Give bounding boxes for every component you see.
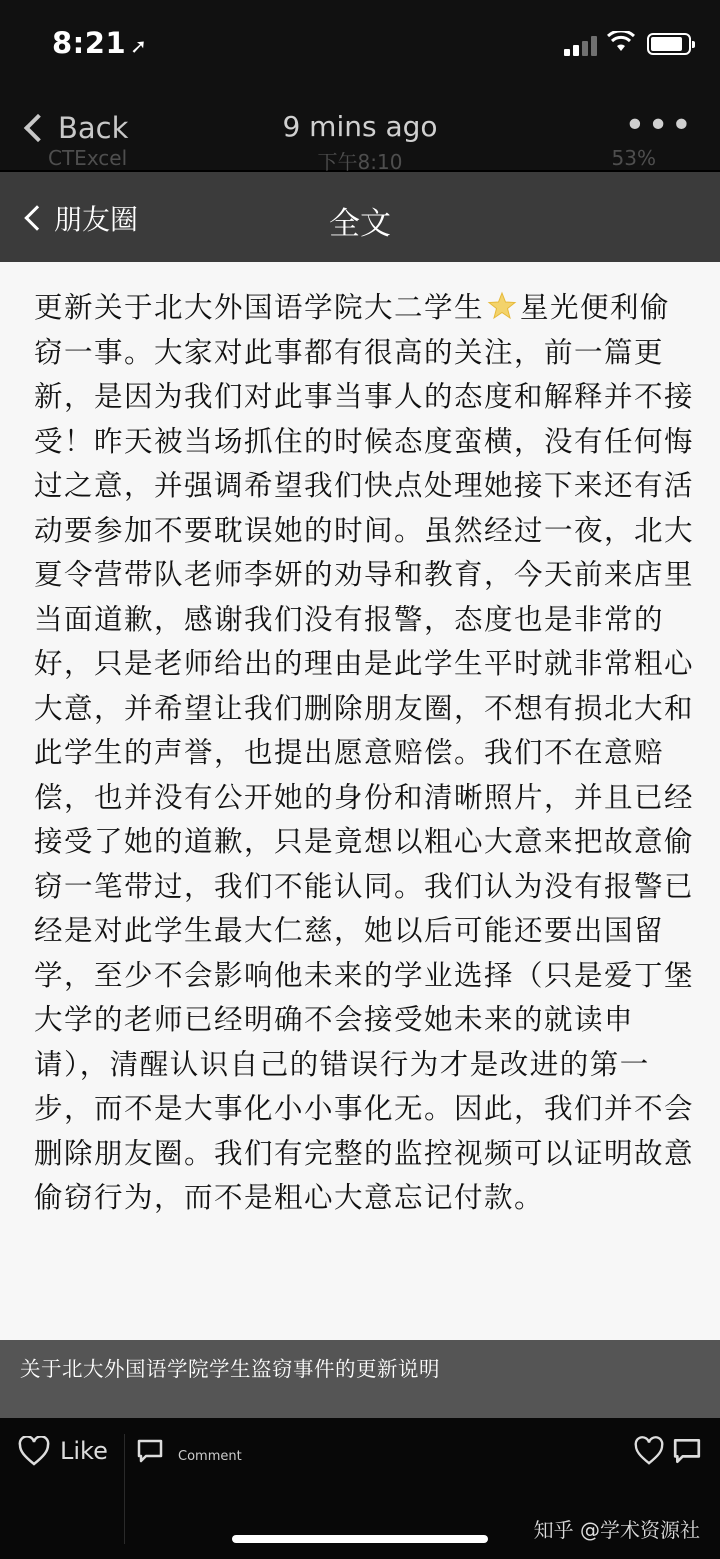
back-label: Back bbox=[58, 111, 129, 145]
comment-icon[interactable] bbox=[672, 1436, 702, 1466]
toolbar-right-icons bbox=[634, 1436, 702, 1466]
caption-text: 关于北大外国语学院学生盗窃事件的更新说明 bbox=[20, 1357, 440, 1381]
watermark: 知乎 @学术资源社 bbox=[533, 1518, 700, 1542]
heart-icon bbox=[18, 1436, 50, 1466]
inner-title: 全文 bbox=[329, 206, 391, 242]
article-body bbox=[0, 262, 720, 1340]
inner-time: 下午8:10 bbox=[317, 150, 403, 172]
status-time-text: 8:21 bbox=[52, 26, 127, 60]
article-text-rest: 星光便利偷窃一事。大家对此事都有很高的关注，前一篇更新，是因为我们对此事当事人的态度和解释并不接受！昨天被当场抓住的时候态度蛮横，没有任何悔过之意，并强调希望我们快点处理她接下来还有活动要参加不要耽误她的时间。虽然经过一夜，北大夏令营带队老师李妍的劝导和教育，今天前来店里当面道歉，感谢我们没有报警，态度也是非常的好，只是老师给出的理由是此学生平时就非常粗心大意，并希望让我们删除朋友圈，不想有损北大和此学生的声誉，也提出愿意赔偿。我们不在意赔偿，也并没有公开她的身份和清晰照片，并且已经接受了她的道歉，只是竟想以粗心大意来把故意偷窃一笔带过，我们不能认同。我们认为没有报警已经是对此学生最大仁慈，她以后可能还要出国留学，至少不会影响他未来的学业选择（只是爱丁堡大学的老师已经明确不会接受她未来的就读申请），清醒认识自己的错误行为才是改进的第一步，而不是大事化小小事化无。因此，我们并不会删除朋友圈。我们有完整的监控视频可以证明故意偷窃行为，而不是粗心大意忘记付款。 bbox=[34, 291, 695, 1214]
status-bar bbox=[0, 0, 720, 90]
like-label: Like bbox=[60, 1437, 108, 1465]
article-text-start: 更新关于北大外国语学院大二学生 bbox=[34, 291, 485, 324]
inner-nav-bar bbox=[0, 172, 720, 262]
star-icon bbox=[487, 291, 517, 321]
toolbar-divider bbox=[124, 1434, 125, 1544]
heart-icon[interactable] bbox=[634, 1436, 664, 1466]
home-indicator bbox=[232, 1535, 488, 1543]
inner-carrier: CTExcel bbox=[48, 146, 128, 170]
inner-status-bar bbox=[0, 144, 720, 172]
status-time bbox=[52, 26, 147, 60]
comment-icon bbox=[136, 1438, 164, 1464]
like-button[interactable] bbox=[18, 1436, 108, 1466]
inner-back-label: 朋友圈 bbox=[54, 203, 139, 236]
battery-icon bbox=[647, 33, 691, 55]
inner-battery: 53% bbox=[611, 146, 656, 170]
article-text bbox=[34, 286, 694, 1221]
comment-button[interactable] bbox=[136, 1438, 242, 1464]
location-arrow-icon: ➚ bbox=[130, 34, 148, 58]
viewer-title: 9 mins ago bbox=[282, 110, 438, 143]
more-options-button[interactable]: ••• bbox=[624, 105, 694, 146]
caption-bar bbox=[0, 1340, 720, 1418]
comment-label: Comment bbox=[178, 1449, 242, 1464]
wifi-icon bbox=[607, 31, 635, 59]
cellular-signal-icon bbox=[564, 34, 598, 56]
battery-fill bbox=[651, 37, 682, 51]
